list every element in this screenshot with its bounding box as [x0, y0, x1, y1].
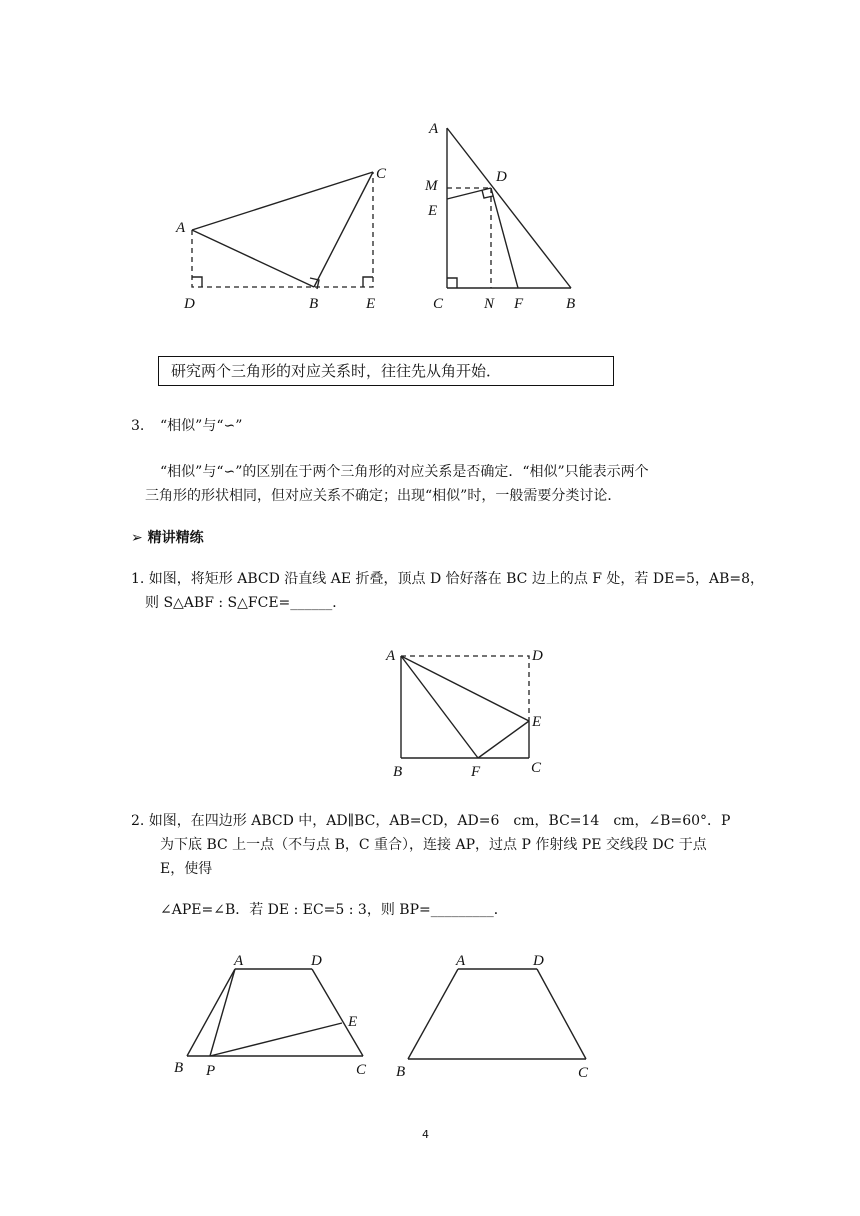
fig3-label-D: D	[532, 648, 543, 664]
page-number: 4	[422, 1128, 429, 1141]
figure-4	[170, 948, 380, 1088]
section-3-number: 3.	[131, 418, 145, 434]
problem-2-line-3: E，使得	[160, 861, 213, 877]
fig1-label-D: D	[184, 296, 195, 312]
section-3-title: “相似”与“∽”	[160, 418, 243, 434]
fig2-label-F: F	[514, 296, 524, 312]
problem-1-line-2: 则 S△ABF : S△FCE=______．	[145, 595, 347, 611]
fig1-label-B: B	[309, 296, 319, 312]
fig1-label-A: A	[176, 220, 186, 236]
fig4-label-B: B	[174, 1060, 184, 1076]
fig2-label-N: N	[484, 296, 495, 312]
problem-2-line-1: 2. 如图，在四边形 ABCD 中，AD∥BC，AB=CD，AD=6 cm，BC=14 cm，∠B=60°．P	[131, 813, 731, 829]
fig5-label-D: D	[533, 953, 544, 969]
fig2-label-C: C	[433, 296, 444, 312]
fig3-label-C: C	[531, 760, 542, 776]
fig3-label-E: E	[532, 714, 542, 730]
problem-2-line-4: ∠APE=∠B．若 DE : EC=5 : 3，则 BP=_________．	[160, 902, 508, 918]
figure-3-svg	[384, 640, 554, 780]
fig4-label-D: D	[311, 953, 322, 969]
section-heading	[131, 527, 204, 547]
figure-2	[425, 118, 595, 318]
heading-text: 精讲精练	[147, 530, 204, 546]
fig3-label-A: A	[386, 648, 396, 664]
fig3-label-B: B	[393, 764, 403, 780]
figure-5-svg	[392, 948, 602, 1088]
fig5-label-B: B	[396, 1064, 406, 1080]
fig1-label-E: E	[366, 296, 376, 312]
figure-3	[384, 640, 554, 780]
section-3-body-line-1: “相似”与“∽”的区别在于两个三角形的对应关系是否确定．“相似”只能表示两个	[160, 464, 649, 480]
figure-5	[392, 948, 602, 1088]
fig5-label-A: A	[456, 953, 466, 969]
problem-2-line-2: 为下底 BC 上一点（不与点 B，C 重合），连接 AP，过点 P 作射线 PE 交线段 DC 于点	[160, 837, 707, 853]
section-3-body-line-2: 三角形的形状相同，但对应关系不确定；出现“相似”时，一般需要分类讨论．	[145, 488, 622, 504]
fig2-label-D: D	[496, 169, 507, 185]
fig4-label-A: A	[234, 953, 244, 969]
tip-box-text: 研究两个三角形的对应关系时，往往先从角开始．	[171, 362, 502, 380]
figure-1	[170, 160, 400, 320]
fig4-label-C: C	[356, 1062, 367, 1078]
fig1-label-C: C	[376, 166, 387, 182]
fig4-label-E: E	[348, 1014, 358, 1030]
fig2-label-A: A	[429, 121, 439, 137]
fig2-label-B: B	[566, 296, 576, 312]
tip-box	[158, 356, 614, 386]
fig3-label-F: F	[471, 764, 481, 780]
problem-1-line-1: 1. 如图，将矩形 ABCD 沿直线 AE 折叠，顶点 D 恰好落在 BC 边上的点 F 处，若 DE=5，AB=8，	[131, 571, 764, 587]
fig2-label-E: E	[428, 203, 438, 219]
fig4-label-P: P	[206, 1063, 216, 1079]
figure-4-svg	[170, 948, 380, 1088]
figure-1-svg	[170, 160, 400, 320]
fig2-label-M: M	[425, 178, 438, 194]
fig5-label-C: C	[578, 1065, 589, 1081]
heading-bullet-icon: ➢	[131, 530, 143, 546]
figure-2-svg	[425, 118, 595, 318]
